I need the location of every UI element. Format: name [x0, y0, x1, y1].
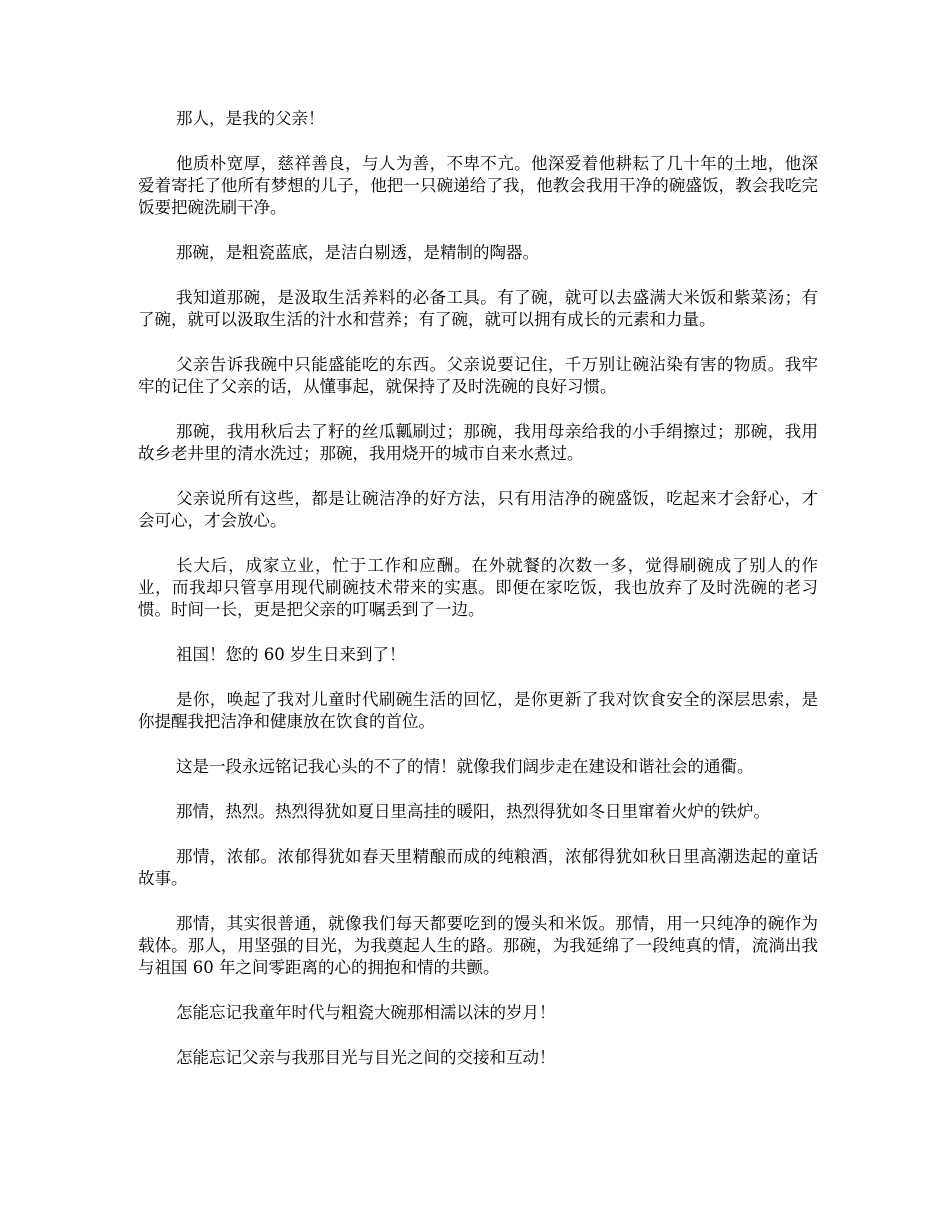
paragraph: 那碗，我用秋后去了籽的丝瓜瓤刷过；那碗，我用母亲给我的小手绢擦过；那碗，我用故乡老井里的清水洗过；那碗，我用烧开的城市自来水煮过。: [138, 422, 818, 463]
paragraph: 祖国！您的 60 岁生日来到了！: [176, 645, 406, 664]
paragraph: 长大后，成家立业，忙于工作和应酬。在外就餐的次数一多，觉得刷碗成了别人的作业，而我却只管享用现代刷碗技术带来的实惠。即便在家吃饭，我也放弃了及时洗碗的老习惯。时间一长，更是把父亲的叮嘱丢到了一边。: [138, 556, 818, 619]
paragraph: 那情，热烈。热烈得犹如夏日里高挂的暖阳，热烈得犹如冬日里窜着火炉的铁炉。: [176, 802, 770, 821]
paragraph: 怎能忘记父亲与我那目光与目光之间的交接和互动！: [176, 1048, 556, 1067]
paragraph: 父亲告诉我碗中只能盛能吃的东西。父亲说要记住，千万别让碗沾染有害的物质。我牢牢的记住了父亲的话，从懂事起，就保持了及时洗碗的良好习惯。: [138, 355, 818, 396]
paragraph: 那情，其实很普通，就像我们每天都要吃到的馒头和米饭。那情，用一只纯净的碗作为载体。那人，用坚强的目光，为我奠起人生的路。那碗，为我延绵了一段纯真的情，流淌出我与祖国 60 年之间零距离的心的拥抱和情的共颤。: [138, 914, 818, 977]
paragraph: 那情，浓郁。浓郁得犹如春天里精酿而成的纯粮酒，浓郁得犹如秋日里高潮迭起的童话故事。: [138, 847, 818, 888]
paragraph: 他质朴宽厚，慈祥善良，与人为善，不卑不亢。他深爱着他耕耘了几十年的土地，他深爱着寄托了他所有梦想的儿子，他把一只碗递给了我，他教会我用干净的碗盛饭，教会我吃完饭要把碗洗刷干净。: [138, 154, 818, 217]
paragraph: 那碗，是粗瓷蓝底，是洁白剔透，是精制的陶器。: [176, 243, 539, 262]
paragraph: 那人，是我的父亲！: [176, 109, 325, 128]
document-body: [138, 108, 818, 1092]
paragraph: 我知道那碗，是汲取生活养料的必备工具。有了碗，就可以去盛满大米饭和紫菜汤；有了碗，就可以汲取生活的汁水和营养；有了碗，就可以拥有成长的元素和力量。: [138, 288, 818, 329]
paragraph: 怎能忘记我童年时代与粗瓷大碗那相濡以沫的岁月！: [176, 1003, 556, 1022]
paragraph: 是你，唤起了我对儿童时代刷碗生活的回忆，是你更新了我对饮食安全的深层思索，是你提醒我把洁净和健康放在饮食的首位。: [138, 690, 818, 731]
paragraph: 这是一段永远铭记我心头的不了的情！就像我们阔步走在建设和谐社会的通衢。: [176, 757, 754, 776]
paragraph: 父亲说所有这些，都是让碗洁净的好方法，只有用洁净的碗盛饭，吃起来才会舒心，才会可心，才会放心。: [138, 489, 818, 530]
